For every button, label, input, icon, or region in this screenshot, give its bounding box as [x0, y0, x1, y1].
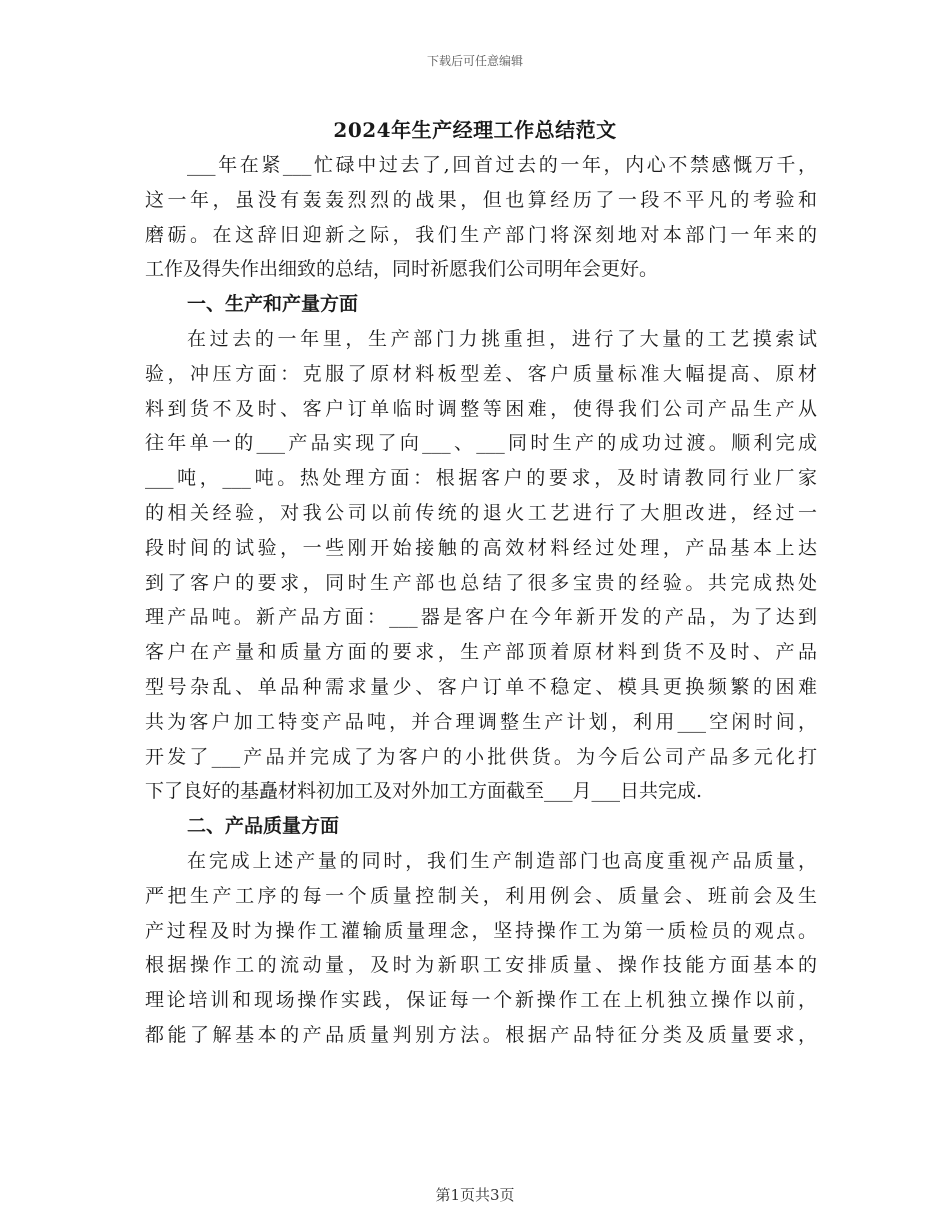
- paragraph-line: 往年单一的___产品实现了向___、___同时生产的成功过渡。顺利完成: [145, 432, 817, 455]
- paragraph-line: 下了良好的基矗材料初加工及对外加工方面截至___月___日共完成.: [145, 780, 703, 803]
- paragraph-line: 在过去的一年里，生产部门力挑重担，进行了大量的工艺摸索试: [187, 327, 817, 350]
- section-heading: 一、生产和产量方面: [187, 293, 359, 316]
- paragraph-line: 到了客户的要求，同时生产部也总结了很多宝贵的经验。共完成热处: [145, 571, 817, 594]
- paragraph-line: ___年在紧___忙碌中过去了,回首过去的一年，内心不禁感慨万千，: [187, 154, 817, 176]
- paragraph-line: 工作及得失作出细致的总结，同时祈愿我们公司明年会更好。: [145, 258, 659, 281]
- paragraph-line: 料到货不及时、客户订单临时调整等困难，使得我们公司产品生产从: [145, 397, 817, 420]
- paragraph-line: 验，冲压方面：克服了原材料板型差、客户质量标准大幅提高、原材: [145, 362, 817, 385]
- paragraph-line: 理产品吨。新产品方面：___器是客户在今年新开发的产品，为了达到: [145, 606, 817, 629]
- paragraph-line: 产过程及时为操作工灌输质量理念，坚持操作工为第一质检员的观点。: [145, 919, 817, 942]
- paragraph-line: 的相关经验，对我公司以前传统的退火工艺进行了大胆改进，经过一: [145, 501, 817, 524]
- paragraph-line: 这一年，虽没有轰轰烈烈的战果，但也算经历了一段不平凡的考验和: [145, 188, 817, 211]
- document-title: 2024年生产经理工作总结范文: [333, 118, 617, 142]
- page-number-indicator: 第1页共3页: [435, 1186, 515, 1204]
- section-heading: 二、产品质量方面: [187, 815, 340, 838]
- paragraph-line: 客户在产量和质量方面的要求，生产部顶着原材料到货不及时、产品: [145, 641, 817, 664]
- paragraph-line: ___吨，___吨。热处理方面：根据客户的要求，及时请教同行业厂家: [145, 467, 817, 490]
- paragraph-line: 磨砺。在这辞旧迎新之际，我们生产部门将深刻地对本部门一年来的: [145, 223, 817, 246]
- page-header-note: 下载后可任意编辑: [426, 54, 523, 68]
- paragraph-line: 根据操作工的流动量，及时为新职工安排质量、操作技能方面基本的: [145, 954, 817, 977]
- document-body: [145, 148, 817, 1053]
- paragraph-line: 都能了解基本的产品质量判别方法。根据产品特征分类及质量要求，: [145, 1023, 817, 1046]
- paragraph-line: 共为客户加工特变产品吨，并合理调整生产计划，利用___空闲时间，: [145, 710, 817, 733]
- paragraph-line: 段时间的试验，一些刚开始接触的高效材料经过处理，产品基本上达: [145, 536, 817, 559]
- paragraph-line: 理论培训和现场操作实践，保证每一个新操作工在上机独立操作以前，: [145, 989, 817, 1012]
- paragraph-line: 开发了___产品并完成了为客户的小批供货。为今后公司产品多元化打: [145, 745, 817, 768]
- paragraph-line: 型号杂乱、单品种需求量少、客户订单不稳定、模具更换频繁的困难: [145, 675, 817, 698]
- paragraph-line: 严把生产工序的每一个质量控制关，利用例会、质量会、班前会及生: [145, 884, 817, 907]
- paragraph-line: 在完成上述产量的同时，我们生产制造部门也高度重视产品质量，: [187, 849, 817, 872]
